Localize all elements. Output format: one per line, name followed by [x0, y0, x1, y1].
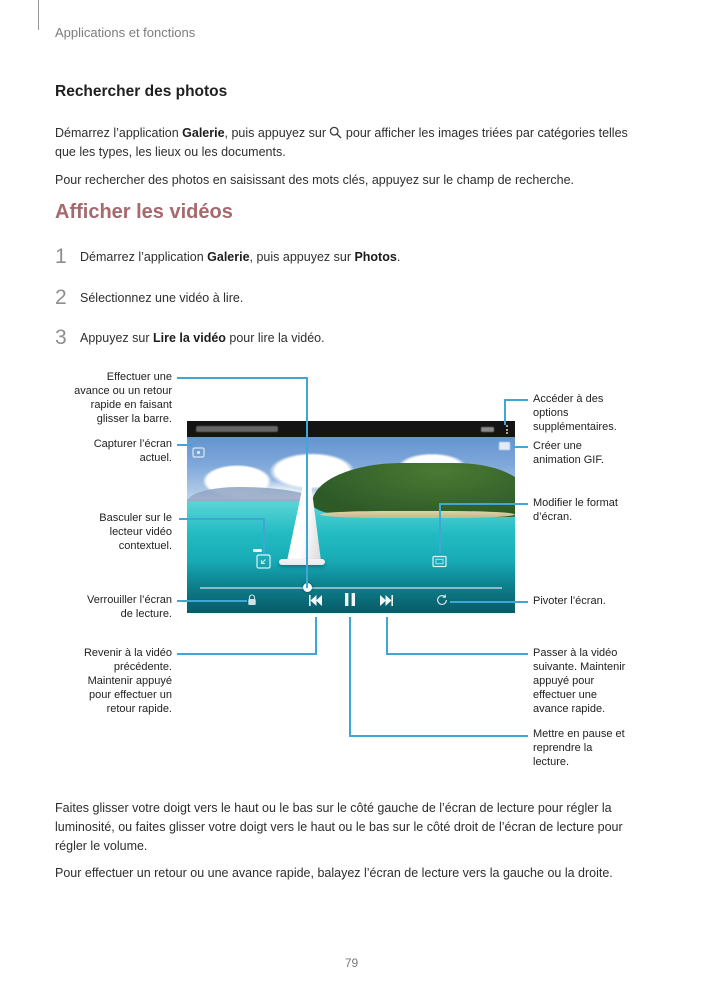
app-name-galerie: Galerie: [182, 125, 225, 140]
header-rule: [38, 0, 39, 30]
callout-text: Créer une: [533, 440, 582, 452]
callout-previous: [52, 646, 172, 716]
callout-line: [179, 518, 265, 520]
beach: [320, 511, 515, 518]
callout-text: Modifier le format: [533, 497, 618, 509]
popup-player-icon: [256, 554, 271, 569]
capture-icon: [192, 447, 205, 458]
callout-text: de lecture.: [120, 608, 172, 620]
paragraph-swipe-seek: Pour effectuer un retour ou une avance rapide, balayez l’écran de lecture vers la gauche ou la droite.: [55, 865, 613, 880]
step-text: Sélectionnez une vidéo à lire.: [80, 291, 244, 305]
callout-line: [513, 446, 528, 448]
callout-line: [439, 503, 528, 505]
step-text-part: Appuyez sur: [80, 331, 153, 345]
callout-line: [349, 735, 528, 737]
step-text-part: .: [396, 250, 401, 264]
callout-rotate: [533, 594, 645, 608]
rotate-icon: [436, 594, 448, 606]
search-icon: [329, 126, 342, 139]
callout-line: [315, 617, 317, 655]
titlebar-blurred-item: [481, 427, 494, 432]
video-player-illustration: [187, 421, 515, 613]
gif-icon: [499, 442, 510, 450]
paragraph-text: pour afficher les images triées par catégories telles que les types, les lieux ou les documents.: [55, 125, 628, 159]
callout-text: suivante. Maintenir: [533, 661, 626, 673]
callout-text: Accéder à des: [533, 393, 604, 405]
callout-text: précédente.: [113, 661, 172, 673]
paragraph-search-keywords: Pour rechercher des photos en saisissant des mots clés, appuyez sur le champ de recherche.: [55, 172, 575, 187]
callout-screen-format: [533, 496, 645, 524]
callout-text: Capturer l’écran: [93, 438, 172, 450]
step-number: 1: [55, 245, 67, 268]
paragraph-text: Démarrez l’application: [55, 125, 183, 140]
label-photos: Photos: [354, 250, 397, 264]
callout-text: rapide en faisant: [90, 399, 172, 411]
page-number: 79: [344, 956, 359, 970]
video-title-blurred: [196, 426, 278, 432]
player-titlebar: [187, 421, 515, 437]
paragraph-brightness-volume: Faites glisser votre doigt vers le haut ou le bas sur le côté gauche de l’écran de lecture pour régler la luminosité, ou faites glisser votre doigt vers le haut ou le bas sur le côté droit de l’écran de lecture pour régler le volume.: [55, 800, 623, 853]
video-frame: [187, 437, 515, 613]
callout-text: contextuel.: [118, 540, 172, 552]
callout-text: reprendre la: [533, 742, 593, 754]
callout-line: [263, 518, 265, 554]
callout-next: [533, 646, 645, 716]
step-text-part: Démarrez l’application: [80, 250, 208, 264]
pause-icon: [345, 593, 355, 606]
callout-text: retour rapide.: [106, 703, 172, 715]
callout-text: effectuer une: [533, 689, 598, 701]
step-number: 2: [55, 286, 67, 309]
label-lire-la-video: Lire la vidéo: [152, 331, 226, 345]
callout-pause: [533, 727, 645, 769]
callout-line: [177, 600, 247, 602]
previous-icon: [309, 595, 322, 606]
callout-seek-drag: [52, 370, 172, 426]
callout-line: [439, 503, 441, 553]
callout-line: [386, 653, 528, 655]
callout-text: appuyé pour: [533, 675, 595, 687]
callout-text: glisser la barre.: [96, 413, 172, 425]
seekbar: [200, 587, 502, 589]
callout-text: avance rapide.: [533, 703, 606, 715]
more-options-icon: [506, 425, 508, 434]
callout-more-options: [533, 392, 645, 434]
callout-text: actuel.: [139, 452, 172, 464]
callout-text: lecture.: [533, 756, 570, 768]
callout-text: pour effectuer un: [89, 689, 172, 701]
step-text-part: , puis appuyez sur: [249, 250, 355, 264]
step-text: [80, 331, 325, 348]
callout-text: Passer à la vidéo: [533, 647, 618, 659]
step-number: 3: [55, 326, 67, 349]
callout-text: supplémentaires.: [533, 421, 617, 433]
callout-line: [386, 617, 388, 655]
screen-format-icon: [432, 554, 447, 569]
step-2: [55, 287, 645, 308]
callout-text: Pivoter l’écran.: [533, 595, 606, 607]
section-title-view-videos: Afficher les vidéos: [55, 201, 233, 223]
callout-line: [504, 399, 506, 425]
callout-gif: [533, 439, 645, 467]
callout-text: avance ou un retour: [74, 385, 172, 397]
callout-line: [349, 617, 351, 737]
callout-text: Verrouiller l’écran: [87, 594, 172, 606]
callout-line: [450, 601, 528, 603]
callout-text: Maintenir appuyé: [87, 675, 172, 687]
paragraph-search-photos: [55, 124, 637, 162]
callout-popup-player: [52, 511, 172, 553]
callout-text: animation GIF.: [533, 454, 604, 466]
running-header: Applications et fonctions: [55, 25, 196, 40]
step-3: [55, 327, 645, 348]
callout-line: [177, 444, 193, 446]
step-text-part: pour lire la vidéo.: [225, 331, 325, 345]
paragraph-text: , puis appuyez sur: [224, 125, 330, 140]
step-1: [55, 246, 645, 267]
callout-text: options: [533, 407, 569, 419]
lock-icon: [247, 594, 257, 606]
callout-text: lecteur vidéo: [109, 526, 172, 538]
section-title-search-photos: Rechercher des photos: [55, 83, 228, 100]
callout-line: [306, 377, 308, 588]
callout-text: Mettre en pause et: [533, 728, 625, 740]
app-name-galerie: Galerie: [207, 250, 250, 264]
callout-line: [177, 653, 317, 655]
callout-text: Basculer sur le: [99, 512, 172, 524]
callout-lock: [52, 593, 172, 621]
callout-text: d’écran.: [533, 511, 573, 523]
callout-capture: [52, 437, 172, 465]
small-boat: [253, 549, 262, 552]
callout-line: [506, 399, 528, 401]
step-text: [80, 250, 400, 267]
callout-line: [177, 377, 308, 379]
callout-text: Revenir à la vidéo: [83, 647, 172, 659]
callout-text: Effectuer une: [106, 371, 172, 383]
next-icon: [380, 595, 393, 606]
